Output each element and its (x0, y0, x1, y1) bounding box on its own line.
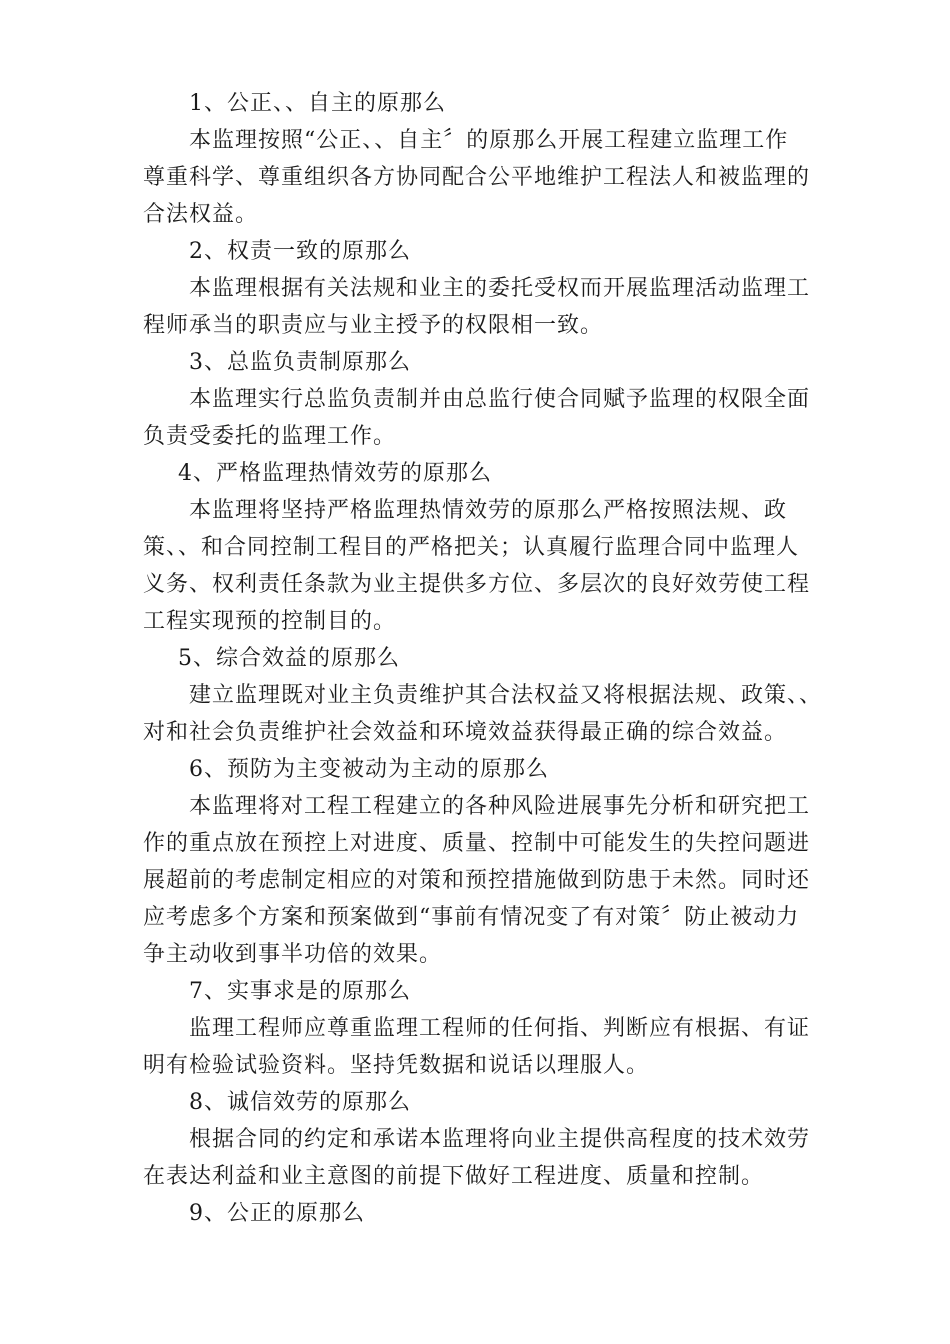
paragraph-line: 明有检验试验资料。坚持凭数据和说话以理服人。 (143, 1053, 650, 1078)
heading-principle-8: 8、诚信效劳的原那么 (189, 1090, 411, 1115)
paragraph-line: 本监理将坚持严格监理热情效劳的原那么严格按照法规、政 (189, 498, 788, 523)
heading-principle-7: 7、实事求是的原那么 (189, 979, 411, 1004)
paragraph-line: 尊重科学、尊重组织各方协同配合公平地维护工程法人和被监理的 (143, 165, 811, 190)
paragraph-line: 展超前的考虑制定相应的对策和预控措施做到防患于未然。同时还 (143, 868, 811, 893)
paragraph-line: 程师承当的职责应与业主授予的权限相一致。 (143, 313, 604, 338)
paragraph-line: 在表达利益和业主意图的前提下做好工程进度、质量和控制。 (143, 1164, 765, 1189)
paragraph-line: 本监理按照“公正、、自主〞的原那么开展工程建立监理工作 (189, 128, 789, 153)
paragraph-line: 合法权益。 (143, 202, 259, 227)
heading-principle-6: 6、预防为主变被动为主动的原那么 (189, 757, 549, 782)
paragraph-line: 义务、权利责任条款为业主提供多方位、多层次的良好效劳使工程 (143, 572, 811, 597)
heading-principle-3: 3、总监负责制原那么 (189, 350, 411, 375)
paragraph-line: 根据合同的约定和承诺本监理将向业主提供高程度的技术效劳 (189, 1127, 811, 1152)
paragraph-line: 监理工程师应尊重监理工程师的任何指、判断应有根据、有证 (189, 1016, 811, 1041)
paragraph-line: 负责受委托的监理工作。 (143, 424, 397, 449)
paragraph-line: 本监理将对工程工程建立的各种风险进展事先分析和研究把工 (189, 794, 811, 819)
heading-principle-1: 1、公正、、自主的原那么 (189, 91, 446, 116)
heading-principle-4: 4、严格监理热情效劳的原那么 (178, 461, 492, 486)
paragraph-line: 建立监理既对业主负责维护其合法权益又将根据法规、政策、、 (189, 683, 823, 708)
paragraph-line: 本监理实行总监负责制并由总监行使合同赋予监理的权限全面 (189, 387, 811, 412)
paragraph-line: 本监理根据有关法规和业主的委托受权而开展监理活动监理工 (189, 276, 811, 301)
paragraph-line: 争主动收到事半功倍的效果。 (143, 942, 443, 967)
paragraph-line: 应考虑多个方案和预案做到“事前有情况变了有对策〞防止被动力 (143, 905, 800, 930)
heading-principle-2: 2、权责一致的原那么 (189, 239, 411, 264)
paragraph-line: 作的重点放在预控上对进度、质量、控制中可能发生的失控问题进 (143, 831, 811, 856)
paragraph-line: 对和社会负责维护社会效益和环境效益获得最正确的综合效益。 (143, 720, 788, 745)
heading-principle-5: 5、综合效益的原那么 (178, 646, 400, 671)
paragraph-line: 工程实现预的控制目的。 (143, 609, 397, 634)
heading-principle-9: 9、公正的原那么 (189, 1201, 365, 1226)
paragraph-line: 策、、和合同控制工程目的严格把关；认真履行监理合同中监理人 (143, 535, 800, 560)
